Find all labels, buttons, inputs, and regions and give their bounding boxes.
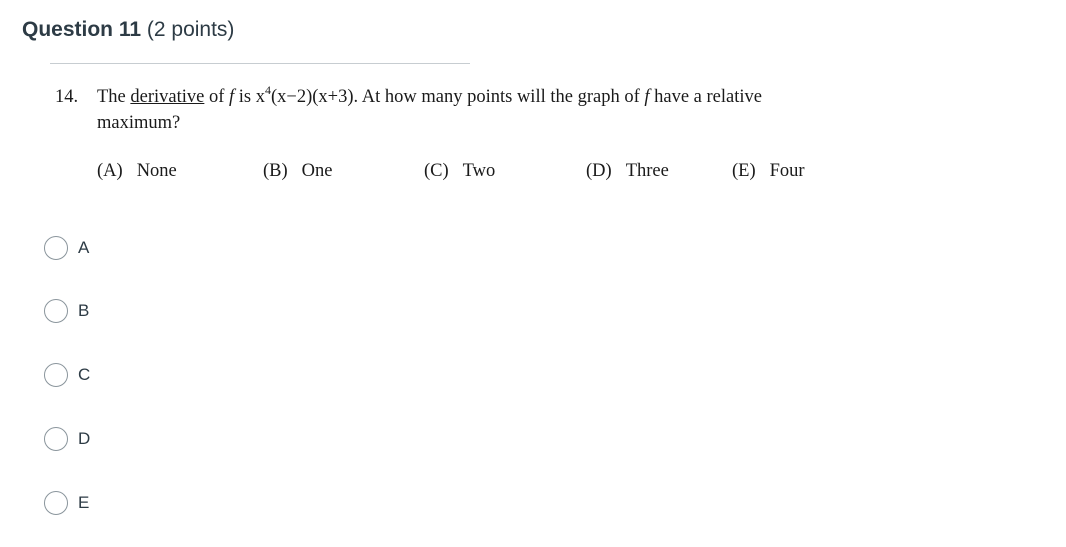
header-divider	[50, 63, 470, 64]
answer-label[interactable]: D	[78, 429, 91, 448]
answer-label[interactable]: A	[78, 238, 90, 257]
choice-letter: (C)	[424, 161, 449, 181]
stem-part-1: The	[97, 87, 126, 107]
stem-function-f-2: f	[644, 87, 650, 107]
choice-value: One	[301, 161, 333, 181]
choice-e-text	[732, 161, 805, 182]
choice-b-text	[263, 161, 333, 182]
choice-letter: (D)	[586, 161, 612, 181]
stem-part-4: (x−2)(x+3). At how many points will the graph of	[271, 87, 640, 107]
stem-part-2: of	[208, 87, 225, 107]
stem-function-f: f	[229, 87, 235, 107]
radio-button[interactable]	[44, 236, 68, 260]
question-header	[22, 18, 234, 42]
stem-part-5: have a relative	[654, 87, 762, 107]
answer-label[interactable]: E	[78, 493, 90, 512]
choice-a-text	[97, 161, 177, 182]
choice-value: Four	[769, 161, 805, 181]
question-title: Question 11	[22, 18, 142, 41]
stem-underlined-word: derivative	[130, 87, 205, 107]
answer-label[interactable]: C	[78, 365, 91, 384]
choice-letter: (E)	[732, 161, 756, 181]
problem-number: 14.	[55, 87, 79, 107]
question-stem	[97, 84, 857, 110]
choice-c-text	[424, 161, 495, 182]
radio-button[interactable]	[44, 299, 68, 323]
answer-option-e[interactable]	[44, 489, 89, 517]
choice-value: Two	[462, 161, 496, 181]
answer-option-d[interactable]	[44, 425, 90, 453]
choice-letter: (B)	[263, 161, 288, 181]
stem-exponent: 4	[265, 83, 272, 97]
answer-option-c[interactable]	[44, 361, 90, 389]
radio-button[interactable]	[44, 363, 68, 387]
question-points: (2 points)	[146, 18, 235, 41]
choice-value: Three	[625, 161, 669, 181]
answer-choices-text	[0, 161, 1066, 187]
stem-part-3: is x	[238, 87, 266, 107]
answer-option-b[interactable]	[44, 297, 89, 325]
choice-letter: (A)	[97, 161, 123, 181]
answer-label[interactable]: B	[78, 301, 90, 320]
radio-button[interactable]	[44, 427, 68, 451]
choice-value: None	[136, 161, 177, 181]
stem-line-2: maximum?	[97, 113, 181, 133]
radio-button[interactable]	[44, 491, 68, 515]
choice-d-text	[586, 161, 669, 182]
answer-option-a[interactable]	[44, 234, 89, 262]
